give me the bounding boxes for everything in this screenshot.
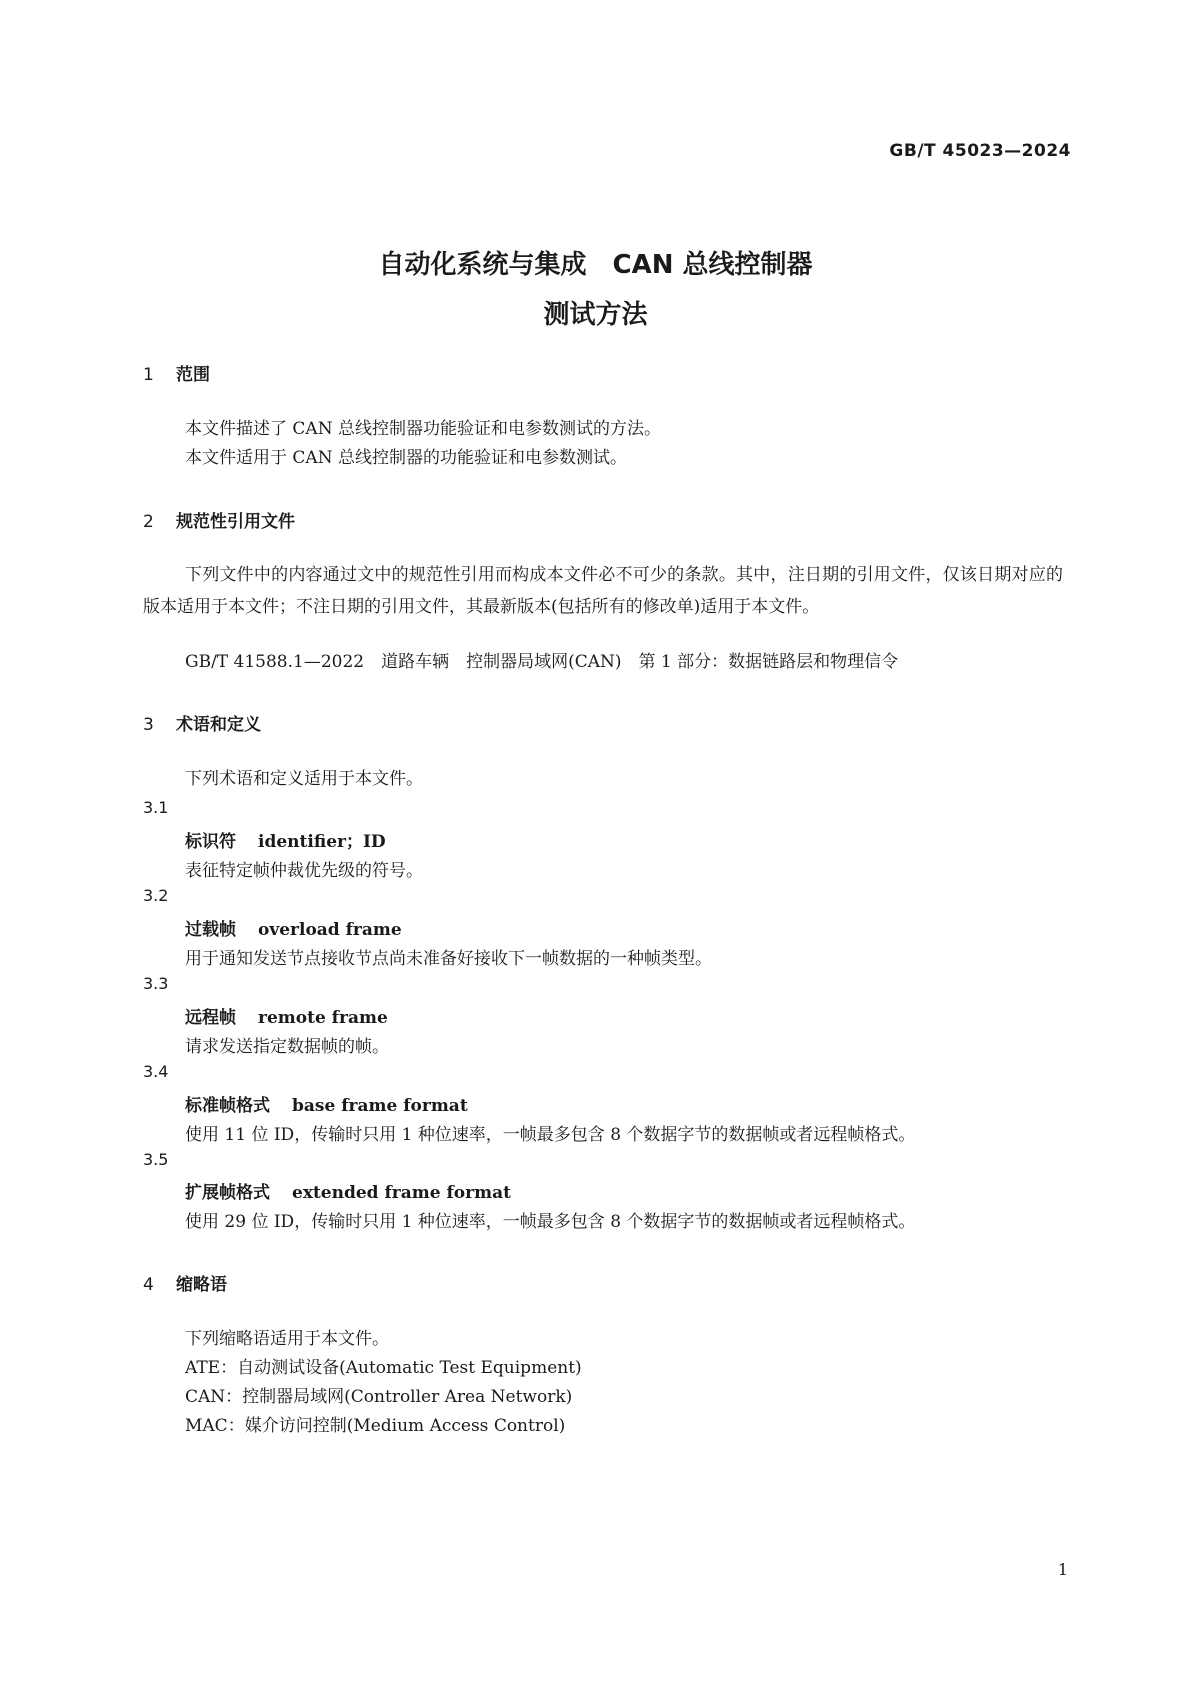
term-definition: 使用 11 位 ID，传输时只用 1 种位速率，一帧最多包含 8 个数据字节的数据帧或者远程帧格式。 bbox=[185, 1125, 916, 1145]
term-name-zh: 过载帧 bbox=[185, 920, 236, 940]
term-definition: 用于通知发送节点接收节点尚未准备好接收下一帧数据的一种帧类型。 bbox=[185, 949, 712, 969]
term-definition: 请求发送指定数据帧的帧。 bbox=[185, 1037, 389, 1057]
section-2-title: 规范性引用文件 bbox=[176, 512, 295, 532]
term-name-en: overload frame bbox=[258, 920, 402, 940]
term-name bbox=[185, 915, 402, 940]
section-1-number: 1 bbox=[143, 365, 154, 385]
term-name bbox=[185, 1003, 388, 1028]
title-line-1-zh: 自动化系统与集成 bbox=[378, 250, 587, 280]
term-name-zh: 标准帧格式 bbox=[185, 1096, 270, 1116]
section-3-intro: 下列术语和定义适用于本文件。 bbox=[185, 769, 423, 789]
term-name-zh: 标识符 bbox=[185, 832, 236, 852]
section-3-title: 术语和定义 bbox=[176, 715, 261, 735]
term-name bbox=[185, 1178, 511, 1203]
term-number: 3.1 bbox=[143, 798, 169, 817]
section-4-intro: 下列缩略语适用于本文件。 bbox=[185, 1329, 389, 1349]
term-definition: 使用 29 位 ID，传输时只用 1 种位速率，一帧最多包含 8 个数据字节的数据帧或者远程帧格式。 bbox=[185, 1212, 916, 1232]
term-number: 3.4 bbox=[143, 1062, 169, 1081]
section-1-paragraph: 本文件适用于 CAN 总线控制器的功能验证和电参数测试。 bbox=[185, 448, 627, 468]
term-definition: 表征特定帧仲裁优先级的符号。 bbox=[185, 861, 423, 881]
page-number: 1 bbox=[1057, 1560, 1068, 1579]
section-2-number: 2 bbox=[143, 512, 154, 532]
term-number: 3.5 bbox=[143, 1150, 169, 1169]
title-line-1-can: CAN 总线控制器 bbox=[612, 250, 813, 280]
term-name bbox=[185, 1091, 468, 1116]
section-4-number: 4 bbox=[143, 1275, 154, 1295]
term-name bbox=[185, 827, 386, 852]
title-line-1 bbox=[0, 240, 1191, 290]
section-3-heading bbox=[143, 710, 261, 735]
normative-reference: GB/T 41588.1—2022 道路车辆 控制器局域网(CAN) 第 1 部分：数据链路层和物理信令 bbox=[185, 652, 899, 672]
abbreviation-item: ATE：自动测试设备(Automatic Test Equipment) bbox=[185, 1358, 582, 1378]
term-name-en: base frame format bbox=[292, 1096, 468, 1116]
term-name-en: identifier；ID bbox=[258, 832, 386, 852]
term-name-en: extended frame format bbox=[292, 1183, 511, 1203]
term-name-en: remote frame bbox=[258, 1008, 388, 1028]
section-1-title: 范围 bbox=[176, 365, 210, 385]
section-4-heading bbox=[143, 1270, 227, 1295]
section-1-paragraph: 本文件描述了 CAN 总线控制器功能验证和电参数测试的方法。 bbox=[185, 419, 661, 439]
section-4-title: 缩略语 bbox=[176, 1275, 227, 1295]
section-3-number: 3 bbox=[143, 715, 154, 735]
section-2-heading bbox=[143, 507, 295, 532]
term-number: 3.2 bbox=[143, 886, 169, 905]
abbreviation-item: CAN：控制器局域网(Controller Area Network) bbox=[185, 1387, 573, 1407]
document-title bbox=[0, 240, 1191, 340]
section-2-intro: 下列文件中的内容通过文中的规范性引用而构成本文件必不可少的条款。其中，注日期的引用文件，仅该日期对应的版本适用于本文件；不注日期的引用文件，其最新版本(包括所有的修改单)适用于本文件。 bbox=[143, 565, 1063, 617]
section-1-heading bbox=[143, 360, 210, 385]
term-name-zh: 扩展帧格式 bbox=[185, 1183, 270, 1203]
title-line-2: 测试方法 bbox=[543, 300, 648, 330]
term-name-zh: 远程帧 bbox=[185, 1008, 236, 1028]
term-number: 3.3 bbox=[143, 974, 169, 993]
standard-number: GB/T 45023—2024 bbox=[889, 141, 1071, 161]
abbreviation-item: MAC：媒介访问控制(Medium Access Control) bbox=[185, 1416, 566, 1436]
